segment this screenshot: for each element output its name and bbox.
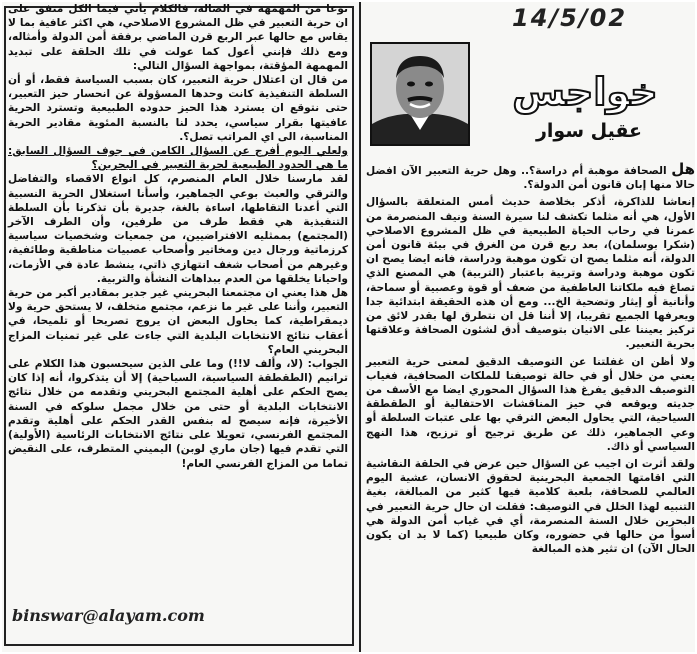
lead-word: هل: [671, 162, 695, 178]
left-paragraph: نوعا من المهمهة في الصالة، فالكلام يأتي فيما الكل متفق على ان حرية التعبير في ظل المشروع الاصلاحي، هي اكثر عافية بما لا يقاس مع حالها عبر الربع قرن الماضي برفقة أمن الدولة وأمثاله، ومع ذلك فإنني أعول كما عولت في تلك الحلقة على تبديد المهمهة المؤقتة، بمواجهة السؤال التالي:: [8, 3, 348, 72]
author-name: عقيل سوار: [535, 120, 642, 142]
portrait-icon: [372, 44, 468, 144]
right-column-text: [364, 162, 695, 652]
left-subheading: ولعلي اليوم أفرج عن السؤال الكامن في جوف السؤال السابق: ما هي الحدود الطبيعية لحرية التعبير في البحرين؟: [8, 145, 348, 172]
column-masthead: [478, 64, 692, 120]
author-portrait: [370, 42, 470, 146]
right-paragraph: ولا أظن ان غفلتنا عن التوصيف الدقيق لمعنى حرية التعبير يعني من خلال أو في حالة توصيفنا للملكات الصحافية، فغياب التوصيف الدقيق يفرغ هذا السؤال المحوري ايضا مع الأسف من جديته ويوقعه في حيز المناقشات الاحتفالية أو الطقطقة السياحية، التي يحاول البعض الترقي بها على عتبات السلطة أو وعي الجماهير، ذلك عن طريق ترجيح أو ترزيح، هذا النهج السياسي أو ذاك.: [366, 355, 695, 453]
left-paragraph: لقد مارسنا خلال العام المنصرم، كل انواع الاقصاء والتفاضل والترقي والعبث بوعي الجماهير، وأسأنا استغلال الحرية النسبية التي أعدنا التقاطها، اساءة بالغة، جديرة بأن تذكرنا بأن السلطة التنفيذية هي فقط طرف من طرفين، وأن الطرف الآخر (المجتمع) بممثليه الافتراضيين، من جمعيات وشخصيات سياسية كرزماتية ورجال دين ومخاتير وأصحاب عصبيات مناطقية وطائفية، وغيرهم من أصحاب شغف انتهازي ذاتي، ينشط عادة في الأزمات، واحيانا يخلقها من العدم ببداهات النشأة والتربية.: [8, 173, 348, 285]
newspaper-clipping: [2, 2, 695, 652]
left-paragraph: الجواب: (لا، وألف لا!!) وما على الذين سيحسبون هذا الكلام على ترانيم (الطقطقة السياسية، السياحية) إلا أن يتذكروا، أنه إذا كان يصح الحكم على أهلية المجتمع البحريني وتقدمه من خلال نتائج الانتخابات البلدية أو حتى من خلال مجمل سلوكه في السنة الأخيرة، فإنه سيصح له بنفس القدر الحكم على أهلية وتقدم المجتمع الفرنسي، تعويلا على نتائج الانتخابات الرئاسية (الأولية) التي تقدم فيها (جان ماري لوبن) اليميني المتطرف، على النقيض تماما من المزاج الفرنسي العام!: [8, 358, 348, 470]
left-column-text: [6, 2, 352, 600]
author-email[interactable]: binswar@alayam.com: [12, 606, 205, 625]
column-divider: [359, 2, 361, 652]
right-paragraph-text: الصحافة موهبة أم دراسة؟.. وهل حرية التعبير الآن افضل حالا منها إبان قانون أمن الدولة؟.: [366, 165, 695, 192]
left-paragraph: من قال ان اعتلال حرية التعبير، كان بسبب السياسة فقط، أو أن السلطة التنفيذية كانت وحدها المسؤولة عن انحسار حيز التعبير، حتى نتوقع ان يسترد هذا الحيز حدوده الطبيعية وتسترد الحرية عافيتها بقرار سياسي، يحدد لنا بالنسبة المئوية مقادير الحرية المناسبة، الى اي المراتب تصل؟.: [8, 74, 348, 143]
right-paragraph: ولقد أثرت ان اجيب عن السؤال حين عرض في الحلقة النقاشية التي اقامتها الجمعية البحرينية لحقوق الانسان، عشية اليوم العالمي للصحافة، بلعبة كلامية فيها كثير من المبالغة، بغية التنبيه لهذا الخلل في التوصيف: فقلت ان حال حرية التعبير في البحرين خلال السنة المنصرمة، أي في غياب أمن الدولة هي أسوأ من حالها في حضوره، وكان طبيعيا (كما لا بد ان يكون الحال الآن) ان تثير هذه المبالغة: [366, 458, 695, 556]
handwritten-date: 14/5/02: [512, 4, 628, 32]
left-paragraph: هل هذا يعني ان مجتمعنا البحريني غير جدير بمقادير أكبر من حرية التعبير، وأننا على غير ما نزعم، مجتمع متخلف، لا يستحق حرية ولا ديمقراطية، كما يحاول البعض ان يروج تصريحا أو تلميحا، في أعقاب نتائج الانتخابات البلدية التي جاءت على غير تمنيات المزاج البحريني العام؟: [8, 287, 348, 356]
column-title: خواجس: [512, 70, 658, 114]
right-paragraph: [366, 162, 695, 192]
right-paragraph: إنعاشا للذاكرة، أذكر بخلاصة حديث أمس المتعلقة بالسؤال الأول، هي أنه مثلما تكشف لنا سيرة السنة ونيف المنصرمة من عمرنا في رحاب الحياة الطبيعية في ظل المشروع الاصلاحي (شكرا بوسلمان)، بعد ربع قرن من الغرق في بيئة قانون أمن الدولة، أنه مثلما يصح ان تكون موهبة ودراسة، فانه ايضا يصح ان تكون موهبة ودراسة وتربية باعتبار (التربية) هي المصنع الذي تصاغ فيه ملكاتنا العاطفية من ضعف أو قوة وعصبية أو سماحة، وأنانية أو إيثار وتضحية الخ... ومع أن هذه الحقيقة ابتدائية جدا ويعرفها الجميع تقريبا، إلا أننا قل ان نتطرق لها بقدر لائق من تركيز يعيننا على الاتيان بتوصيف أدق لشئون الصحافة وعلاقتها بحرية التعبير.: [366, 196, 695, 351]
